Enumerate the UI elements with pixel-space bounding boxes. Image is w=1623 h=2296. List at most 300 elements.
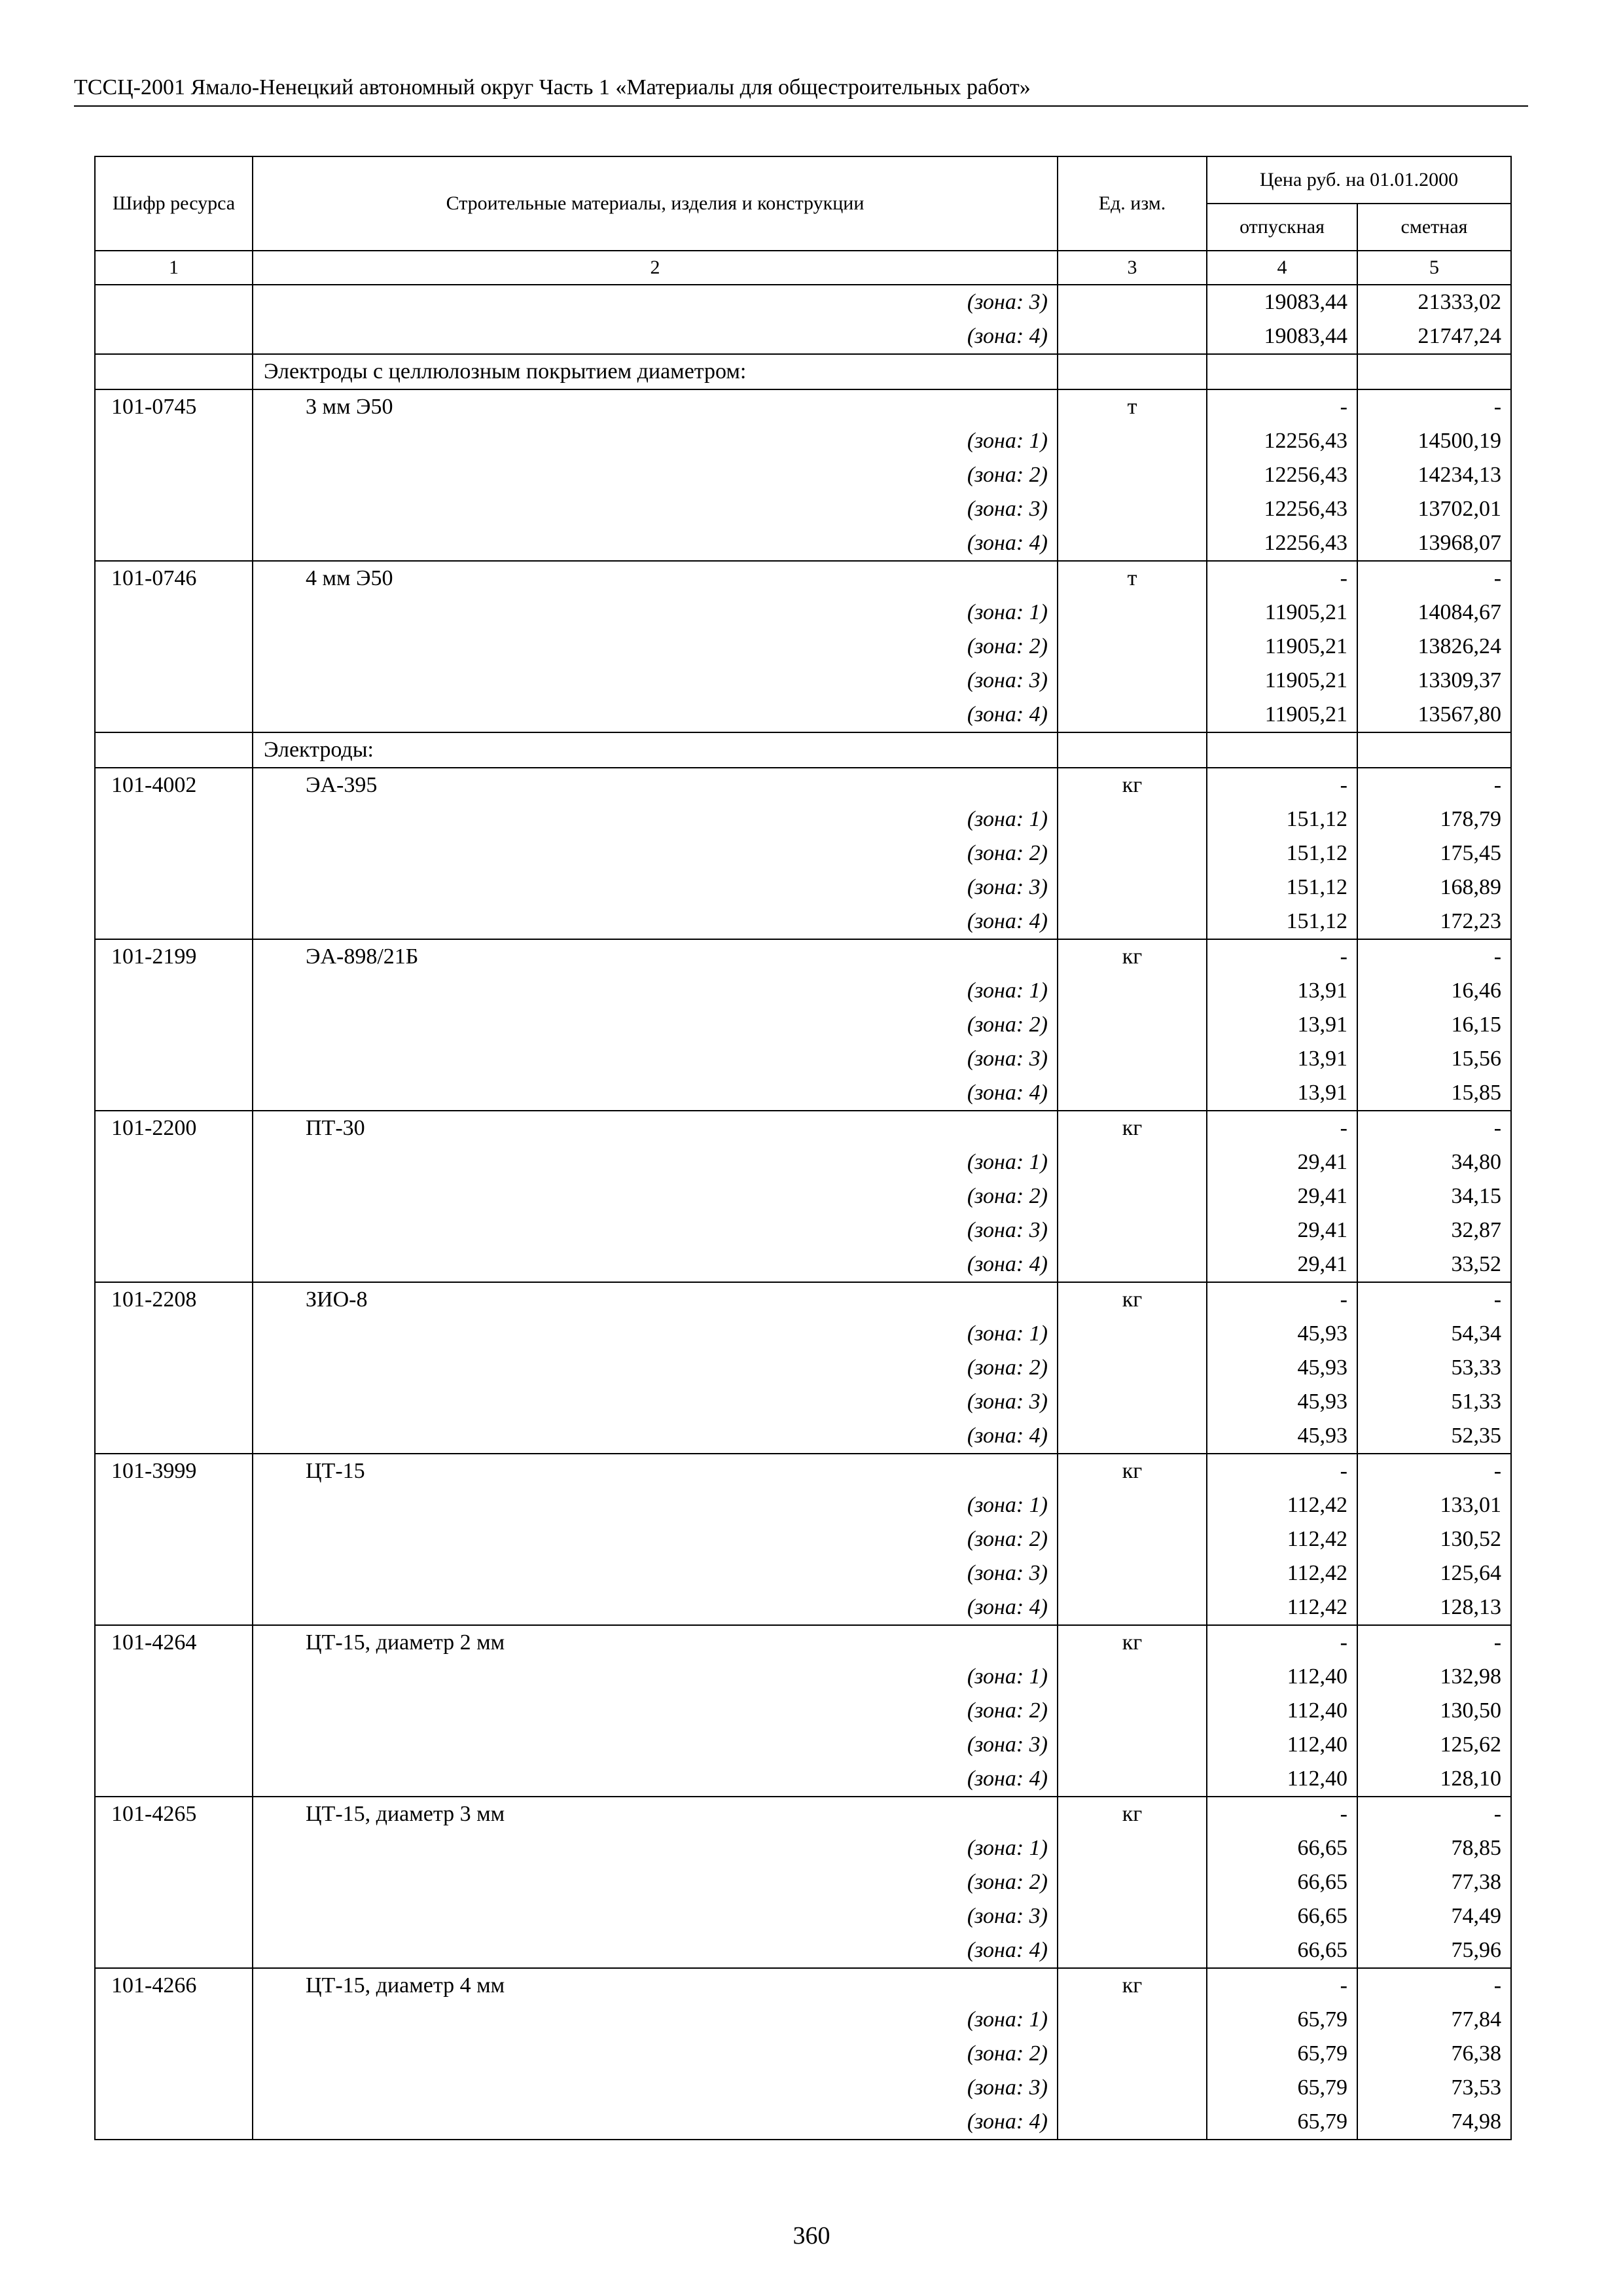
zone-label: (зона: 1) xyxy=(253,1831,1058,1865)
zone-label: (зона: 1) xyxy=(253,1660,1058,1694)
release-price: - xyxy=(1207,768,1357,802)
unit-of-measure: т xyxy=(1058,561,1207,596)
unit-cell xyxy=(1058,354,1207,389)
zone-row xyxy=(95,596,1511,630)
column-number-row xyxy=(95,251,1511,285)
zone-row xyxy=(95,1247,1511,1282)
zone-row xyxy=(95,698,1511,732)
material-name: 3 мм Э50 xyxy=(253,389,1058,424)
unit-cell xyxy=(1058,974,1207,1008)
material-row xyxy=(95,1454,1511,1488)
zone-label: (зона: 4) xyxy=(253,1762,1058,1797)
estimate-price: 168,89 xyxy=(1357,870,1511,905)
material-row xyxy=(95,389,1511,424)
release-price xyxy=(1207,354,1357,389)
resource-code-cell xyxy=(95,1213,253,1247)
zone-label: (зона: 3) xyxy=(253,1899,1058,1933)
material-name: ЭА-898/21Б xyxy=(253,939,1058,974)
title-underline xyxy=(74,105,1528,107)
unit-cell xyxy=(1058,1831,1207,1865)
release-price: 29,41 xyxy=(1207,1179,1357,1213)
estimate-price: 125,64 xyxy=(1357,1556,1511,1590)
resource-code-cell xyxy=(95,1694,253,1728)
unit-cell xyxy=(1058,1145,1207,1179)
unit-cell xyxy=(1058,870,1207,905)
resource-code-cell xyxy=(95,1488,253,1522)
unit-cell xyxy=(1058,1556,1207,1590)
zone-row xyxy=(95,1762,1511,1797)
estimate-price: - xyxy=(1357,1625,1511,1660)
zone-row xyxy=(95,1145,1511,1179)
unit-cell xyxy=(1058,664,1207,698)
release-price: 151,12 xyxy=(1207,870,1357,905)
zone-row xyxy=(95,1556,1511,1590)
table-body xyxy=(95,285,1511,2140)
resource-code-cell xyxy=(95,1317,253,1351)
estimate-price: 13826,24 xyxy=(1357,630,1511,664)
zone-label: (зона: 4) xyxy=(253,1076,1058,1111)
release-price: 151,12 xyxy=(1207,836,1357,870)
zone-label: (зона: 2) xyxy=(253,630,1058,664)
resource-code: 101-4264 xyxy=(95,1625,253,1660)
release-price: 151,12 xyxy=(1207,802,1357,836)
unit-cell xyxy=(1058,1042,1207,1076)
estimate-price: - xyxy=(1357,1454,1511,1488)
zone-label: (зона: 2) xyxy=(253,1351,1058,1385)
unit-of-measure: т xyxy=(1058,389,1207,424)
column-header-release-price: отпускная xyxy=(1207,204,1357,251)
estimate-price: 130,50 xyxy=(1357,1694,1511,1728)
zone-row xyxy=(95,974,1511,1008)
release-price: 66,65 xyxy=(1207,1899,1357,1933)
estimate-price: 175,45 xyxy=(1357,836,1511,870)
estimate-price: 73,53 xyxy=(1357,2071,1511,2105)
estimate-price: 74,49 xyxy=(1357,1899,1511,1933)
material-name: ЦТ-15, диаметр 4 мм xyxy=(253,1968,1058,2003)
release-price: 65,79 xyxy=(1207,2105,1357,2140)
estimate-price: 130,52 xyxy=(1357,1522,1511,1556)
column-header-estimate-price: сметная xyxy=(1357,204,1511,251)
unit-cell xyxy=(1058,2071,1207,2105)
resource-code-cell xyxy=(95,1590,253,1625)
resource-code-cell xyxy=(95,698,253,732)
resource-code-cell xyxy=(95,1865,253,1899)
resource-code-cell xyxy=(95,1933,253,1968)
unit-cell xyxy=(1058,2037,1207,2071)
unit-cell xyxy=(1058,1728,1207,1762)
zone-row xyxy=(95,905,1511,939)
material-name: ЦТ-15, диаметр 2 мм xyxy=(253,1625,1058,1660)
resource-code-cell xyxy=(95,1008,253,1042)
resource-code-cell xyxy=(95,1831,253,1865)
unit-cell xyxy=(1058,802,1207,836)
release-price: - xyxy=(1207,1968,1357,2003)
zone-label: (зона: 2) xyxy=(253,836,1058,870)
material-row xyxy=(95,1111,1511,1145)
zone-label: (зона: 3) xyxy=(253,1213,1058,1247)
unit-cell xyxy=(1058,526,1207,561)
zone-row xyxy=(95,1419,1511,1454)
zone-label: (зона: 4) xyxy=(253,526,1058,561)
estimate-price: 14084,67 xyxy=(1357,596,1511,630)
resource-code-cell xyxy=(95,905,253,939)
estimate-price: 75,96 xyxy=(1357,1933,1511,1968)
material-name: ЗИО-8 xyxy=(253,1282,1058,1317)
zone-label: (зона: 3) xyxy=(253,1556,1058,1590)
unit-cell xyxy=(1058,1076,1207,1111)
zone-row xyxy=(95,1899,1511,1933)
unit-cell xyxy=(1058,1317,1207,1351)
release-price: 66,65 xyxy=(1207,1831,1357,1865)
material-row xyxy=(95,1968,1511,2003)
resource-code-cell xyxy=(95,1145,253,1179)
estimate-price: - xyxy=(1357,1968,1511,2003)
estimate-price xyxy=(1357,732,1511,768)
unit-of-measure: кг xyxy=(1058,1625,1207,1660)
unit-cell xyxy=(1058,424,1207,458)
release-price: 112,42 xyxy=(1207,1590,1357,1625)
estimate-price: - xyxy=(1357,768,1511,802)
zone-row xyxy=(95,2003,1511,2037)
unit-cell xyxy=(1058,732,1207,768)
zone-label: (зона: 3) xyxy=(253,664,1058,698)
zone-row xyxy=(95,1042,1511,1076)
zone-row xyxy=(95,1317,1511,1351)
zone-label: (зона: 2) xyxy=(253,1008,1058,1042)
page-number: 360 xyxy=(793,2222,830,2250)
resource-code-cell xyxy=(95,732,253,768)
unit-cell xyxy=(1058,1179,1207,1213)
unit-cell xyxy=(1058,1660,1207,1694)
estimate-price: 132,98 xyxy=(1357,1660,1511,1694)
release-price: 66,65 xyxy=(1207,1865,1357,1899)
estimate-price: 16,46 xyxy=(1357,974,1511,1008)
zone-label: (зона: 1) xyxy=(253,2003,1058,2037)
estimate-price: 14234,13 xyxy=(1357,458,1511,492)
unit-cell xyxy=(1058,698,1207,732)
unit-cell xyxy=(1058,1008,1207,1042)
resource-code-cell xyxy=(95,1076,253,1111)
zone-label: (зона: 3) xyxy=(253,1042,1058,1076)
unit-cell xyxy=(1058,905,1207,939)
zone-label: (зона: 1) xyxy=(253,1317,1058,1351)
zone-row xyxy=(95,1660,1511,1694)
release-price: 12256,43 xyxy=(1207,492,1357,526)
zone-label: (зона: 3) xyxy=(253,2071,1058,2105)
resource-code: 101-4002 xyxy=(95,768,253,802)
estimate-price: - xyxy=(1357,561,1511,596)
zone-label: (зона: 2) xyxy=(253,1694,1058,1728)
release-price: 45,93 xyxy=(1207,1351,1357,1385)
material-name: ЦТ-15 xyxy=(253,1454,1058,1488)
zone-row xyxy=(95,285,1511,319)
unit-cell xyxy=(1058,1590,1207,1625)
column-number: 4 xyxy=(1207,251,1357,285)
price-table xyxy=(94,156,1512,2140)
estimate-price: - xyxy=(1357,939,1511,974)
material-row xyxy=(95,561,1511,596)
zone-label: (зона: 4) xyxy=(253,698,1058,732)
group-title: Электроды с целлюлозным покрытием диаметром: xyxy=(253,354,1058,389)
estimate-price: 77,38 xyxy=(1357,1865,1511,1899)
resource-code-cell xyxy=(95,2037,253,2071)
estimate-price: 54,34 xyxy=(1357,1317,1511,1351)
resource-code-cell xyxy=(95,319,253,354)
zone-label: (зона: 3) xyxy=(253,1728,1058,1762)
resource-code-cell xyxy=(95,596,253,630)
material-row xyxy=(95,768,1511,802)
estimate-price: 21747,24 xyxy=(1357,319,1511,354)
resource-code-cell xyxy=(95,836,253,870)
release-price: 45,93 xyxy=(1207,1419,1357,1454)
zone-row xyxy=(95,1831,1511,1865)
zone-row xyxy=(95,1351,1511,1385)
release-price: 65,79 xyxy=(1207,2003,1357,2037)
resource-code: 101-2200 xyxy=(95,1111,253,1145)
resource-code-cell xyxy=(95,1247,253,1282)
estimate-price: 16,15 xyxy=(1357,1008,1511,1042)
estimate-price: 15,85 xyxy=(1357,1076,1511,1111)
estimate-price: 52,35 xyxy=(1357,1419,1511,1454)
release-price: 65,79 xyxy=(1207,2071,1357,2105)
resource-code-cell xyxy=(95,1042,253,1076)
release-price: 29,41 xyxy=(1207,1145,1357,1179)
release-price: 13,91 xyxy=(1207,974,1357,1008)
zone-row xyxy=(95,2105,1511,2140)
zone-row xyxy=(95,2037,1511,2071)
resource-code-cell xyxy=(95,2003,253,2037)
zone-label: (зона: 4) xyxy=(253,2105,1058,2140)
zone-label: (зона: 1) xyxy=(253,802,1058,836)
zone-row xyxy=(95,2071,1511,2105)
estimate-price: - xyxy=(1357,1282,1511,1317)
zone-row xyxy=(95,1488,1511,1522)
zone-row xyxy=(95,1385,1511,1419)
resource-code-cell xyxy=(95,526,253,561)
release-price: 19083,44 xyxy=(1207,285,1357,319)
zone-row xyxy=(95,458,1511,492)
zone-label: (зона: 2) xyxy=(253,1522,1058,1556)
release-price: 45,93 xyxy=(1207,1385,1357,1419)
resource-code-cell xyxy=(95,354,253,389)
zone-label: (зона: 4) xyxy=(253,905,1058,939)
column-number: 2 xyxy=(253,251,1058,285)
release-price: 112,42 xyxy=(1207,1556,1357,1590)
release-price: - xyxy=(1207,1797,1357,1831)
estimate-price: 13702,01 xyxy=(1357,492,1511,526)
unit-of-measure: кг xyxy=(1058,1282,1207,1317)
unit-cell xyxy=(1058,1933,1207,1968)
release-price: - xyxy=(1207,389,1357,424)
zone-row xyxy=(95,870,1511,905)
release-price: 19083,44 xyxy=(1207,319,1357,354)
estimate-price: 15,56 xyxy=(1357,1042,1511,1076)
zone-row xyxy=(95,424,1511,458)
resource-code-cell xyxy=(95,802,253,836)
estimate-price: 33,52 xyxy=(1357,1247,1511,1282)
zone-label: (зона: 4) xyxy=(253,1590,1058,1625)
zone-label: (зона: 1) xyxy=(253,1488,1058,1522)
resource-code-cell xyxy=(95,974,253,1008)
unit-cell xyxy=(1058,458,1207,492)
zone-label: (зона: 1) xyxy=(253,1145,1058,1179)
group-title-row xyxy=(95,354,1511,389)
zone-row xyxy=(95,1008,1511,1042)
resource-code: 101-0746 xyxy=(95,561,253,596)
resource-code-cell xyxy=(95,492,253,526)
unit-cell xyxy=(1058,1522,1207,1556)
resource-code-cell xyxy=(95,1385,253,1419)
estimate-price: 53,33 xyxy=(1357,1351,1511,1385)
zone-label: (зона: 2) xyxy=(253,458,1058,492)
unit-cell xyxy=(1058,492,1207,526)
zone-row xyxy=(95,1590,1511,1625)
release-price: 151,12 xyxy=(1207,905,1357,939)
resource-code-cell xyxy=(95,630,253,664)
resource-code-cell xyxy=(95,1351,253,1385)
unit-of-measure: кг xyxy=(1058,939,1207,974)
resource-code: 101-4266 xyxy=(95,1968,253,2003)
material-name: ЭА-395 xyxy=(253,768,1058,802)
estimate-price: 77,84 xyxy=(1357,2003,1511,2037)
zone-row xyxy=(95,802,1511,836)
release-price: 12256,43 xyxy=(1207,458,1357,492)
zone-row xyxy=(95,1179,1511,1213)
zone-label: (зона: 4) xyxy=(253,319,1058,354)
resource-code-cell xyxy=(95,2071,253,2105)
release-price: 112,40 xyxy=(1207,1762,1357,1797)
unit-cell xyxy=(1058,1385,1207,1419)
material-row xyxy=(95,1625,1511,1660)
zone-row xyxy=(95,836,1511,870)
zone-label: (зона: 2) xyxy=(253,1865,1058,1899)
resource-code-cell xyxy=(95,2105,253,2140)
resource-code-cell xyxy=(95,1899,253,1933)
document-title: ТССЦ-2001 Ямало-Ненецкий автономный округ Часть 1 «Материалы для общестроительных работ» xyxy=(74,75,1031,99)
resource-code-cell xyxy=(95,870,253,905)
material-row xyxy=(95,1282,1511,1317)
estimate-price: 74,98 xyxy=(1357,2105,1511,2140)
estimate-price: 125,62 xyxy=(1357,1728,1511,1762)
release-price: 112,42 xyxy=(1207,1488,1357,1522)
resource-code-cell xyxy=(95,458,253,492)
release-price: - xyxy=(1207,561,1357,596)
estimate-price: 76,38 xyxy=(1357,2037,1511,2071)
group-title-row xyxy=(95,732,1511,768)
resource-code-cell xyxy=(95,285,253,319)
column-number: 1 xyxy=(95,251,253,285)
release-price: 13,91 xyxy=(1207,1008,1357,1042)
zone-label: (зона: 2) xyxy=(253,1179,1058,1213)
material-row xyxy=(95,939,1511,974)
release-price: - xyxy=(1207,1111,1357,1145)
column-header-price: Цена руб. на 01.01.2000 xyxy=(1207,156,1511,204)
column-header-code: Шифр ресурса xyxy=(95,156,253,251)
unit-cell xyxy=(1058,1247,1207,1282)
unit-cell xyxy=(1058,319,1207,354)
estimate-price: 34,80 xyxy=(1357,1145,1511,1179)
estimate-price: 133,01 xyxy=(1357,1488,1511,1522)
zone-label: (зона: 3) xyxy=(253,1385,1058,1419)
zone-label: (зона: 4) xyxy=(253,1247,1058,1282)
estimate-price: 172,23 xyxy=(1357,905,1511,939)
unit-cell xyxy=(1058,630,1207,664)
column-number: 5 xyxy=(1357,251,1511,285)
unit-cell xyxy=(1058,2003,1207,2037)
zone-row xyxy=(95,664,1511,698)
zone-label: (зона: 1) xyxy=(253,974,1058,1008)
zone-row xyxy=(95,1076,1511,1111)
zone-row xyxy=(95,1728,1511,1762)
release-price: - xyxy=(1207,1625,1357,1660)
release-price: 13,91 xyxy=(1207,1076,1357,1111)
material-name: ПТ-30 xyxy=(253,1111,1058,1145)
estimate-price: 13968,07 xyxy=(1357,526,1511,561)
estimate-price: 14500,19 xyxy=(1357,424,1511,458)
zone-row xyxy=(95,1213,1511,1247)
zone-label: (зона: 3) xyxy=(253,492,1058,526)
unit-of-measure: кг xyxy=(1058,1111,1207,1145)
release-price: 66,65 xyxy=(1207,1933,1357,1968)
estimate-price: - xyxy=(1357,1111,1511,1145)
estimate-price: 21333,02 xyxy=(1357,285,1511,319)
unit-of-measure: кг xyxy=(1058,1454,1207,1488)
zone-label: (зона: 4) xyxy=(253,1419,1058,1454)
resource-code-cell xyxy=(95,1179,253,1213)
resource-code-cell xyxy=(95,1556,253,1590)
release-price: - xyxy=(1207,1282,1357,1317)
estimate-price: 13567,80 xyxy=(1357,698,1511,732)
zone-row xyxy=(95,526,1511,561)
unit-cell xyxy=(1058,596,1207,630)
unit-cell xyxy=(1058,1865,1207,1899)
zone-label: (зона: 1) xyxy=(253,424,1058,458)
table-header-row xyxy=(95,156,1511,204)
resource-code: 101-4265 xyxy=(95,1797,253,1831)
estimate-price xyxy=(1357,354,1511,389)
unit-of-measure: кг xyxy=(1058,1968,1207,2003)
zone-label: (зона: 3) xyxy=(253,870,1058,905)
group-title: Электроды: xyxy=(253,732,1058,768)
zone-label: (зона: 3) xyxy=(253,285,1058,319)
release-price: 13,91 xyxy=(1207,1042,1357,1076)
material-name: 4 мм Э50 xyxy=(253,561,1058,596)
resource-code: 101-2199 xyxy=(95,939,253,974)
resource-code-cell xyxy=(95,1660,253,1694)
resource-code: 101-2208 xyxy=(95,1282,253,1317)
release-price: 45,93 xyxy=(1207,1317,1357,1351)
zone-row xyxy=(95,1933,1511,1968)
estimate-price: 51,33 xyxy=(1357,1385,1511,1419)
release-price: 65,79 xyxy=(1207,2037,1357,2071)
release-price: 11905,21 xyxy=(1207,664,1357,698)
release-price: 112,42 xyxy=(1207,1522,1357,1556)
zone-row xyxy=(95,492,1511,526)
zone-row xyxy=(95,1865,1511,1899)
unit-of-measure: кг xyxy=(1058,768,1207,802)
release-price: 12256,43 xyxy=(1207,526,1357,561)
unit-cell xyxy=(1058,836,1207,870)
zone-row xyxy=(95,319,1511,354)
release-price: 112,40 xyxy=(1207,1728,1357,1762)
resource-code: 101-0745 xyxy=(95,389,253,424)
resource-code-cell xyxy=(95,1522,253,1556)
unit-cell xyxy=(1058,285,1207,319)
column-header-unit: Ед. изм. xyxy=(1058,156,1207,251)
estimate-price: 178,79 xyxy=(1357,802,1511,836)
release-price: 12256,43 xyxy=(1207,424,1357,458)
zone-label: (зона: 2) xyxy=(253,2037,1058,2071)
